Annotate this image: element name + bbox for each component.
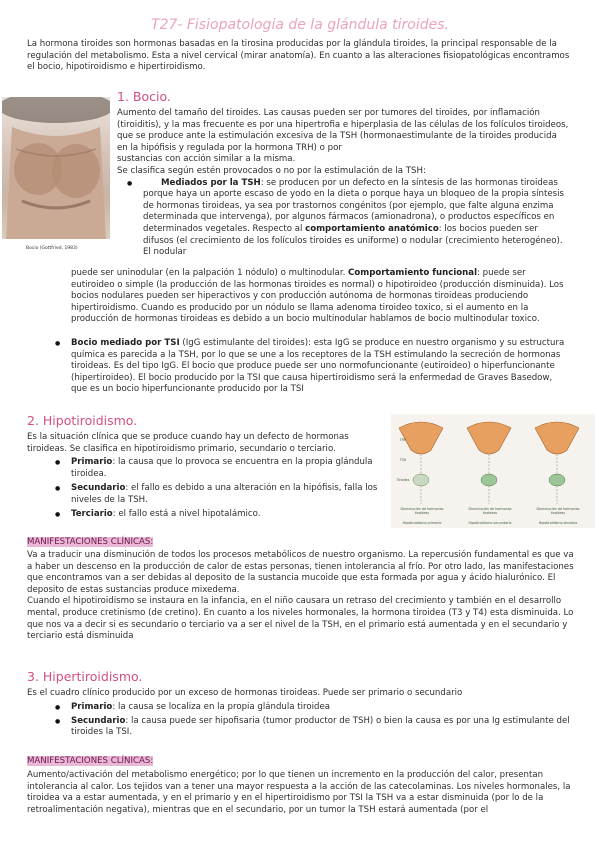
diagram-caption-3: Disminución de hormonas tiroideas bbox=[536, 507, 580, 515]
goiter-photo bbox=[2, 97, 110, 239]
section-heading-hipertiroidismo: 3. Hipertiroidismo. bbox=[27, 669, 143, 684]
bullet-bold-2: comportamiento anatómico bbox=[305, 223, 439, 234]
bullet-text: : la causa se localiza en la propia glándula tiroidea bbox=[112, 702, 331, 712]
bocio-bullet-tsi bbox=[71, 338, 569, 396]
bocio-cont-text: puede ser uninodular (en la palpación 1 nódulo) o multinodular. bbox=[71, 268, 346, 278]
bullet-text bbox=[117, 178, 569, 259]
bullet-bold: Terciario bbox=[71, 509, 113, 520]
bocio-block bbox=[117, 108, 569, 259]
diagram-panel-2 bbox=[467, 422, 511, 504]
bocio-bullet-tsh bbox=[143, 178, 569, 259]
hipo-manifestations-p2: Cuando el hipotiroidismo se instaura en la infancia, en el niño causara un retraso del crecimiento y también en el desarrollo mental, produce cretinismo (de cretino). En cuanto a los niveles hormonales, la hormona tiroidea (T3 y T4) esta disminuida. Lo que nos va a decir si es secundario o terciario va a ser el nivel de la TSH, en el primario está aumentada y en el secundario y terciario está disminuida bbox=[27, 596, 574, 642]
diagram-label-tiroides: Tiroides bbox=[396, 478, 410, 482]
bocio-continuation bbox=[71, 268, 569, 326]
hiper-manifestations-label bbox=[27, 756, 153, 768]
bocio-cont-text-2: : puede ser eutiroideo o simple (la producción de las hormonas tiroides es normal) o hipotiroideo (producción disminuida). Los bocios nodulares pueden ser hiperactivos y con producción autónoma de hormonas tiroideas produciendo hipertiroidismo. Cuando es producido por un nódulo se llama adenoma tiroideo toxico, si el aumento en la producción de hormonas tiroideas es debido a un bocio multinodular hablamos de bocio multinodular toxico. bbox=[71, 268, 564, 325]
hipo-bullet-primario bbox=[71, 457, 391, 480]
diagram-label-tsh: TSH bbox=[399, 458, 407, 462]
hiper-intro: Es el cuadro clínico producido por un exceso de hormonas tiroideas. Puede ser primario o secundario bbox=[27, 688, 463, 698]
hiper-bullet-secundario bbox=[71, 716, 571, 739]
intro-paragraph: La hormona tiroides son hormonas basadas en la tirosina producidas por la glándula tiroides, la principal responsable de la regulación del metabolismo. Esta a nivel cervical (mirar anatomía). En cuanto a las alteraciones fisiopatológicas encontramos el bocio, hipotiroidismo e hipertiroidismo. bbox=[27, 39, 570, 73]
page-title: T27- Fisiopatologia de la glándula tiroides. bbox=[151, 17, 449, 33]
hipo-bullets bbox=[71, 457, 391, 521]
bullet-text: : el fallo está a nivel hipotalámico. bbox=[112, 509, 261, 520]
hypothyroidism-diagram bbox=[391, 414, 595, 528]
diagram-caption-2: Disminución de hormonas tiroideas bbox=[468, 507, 512, 515]
hipo-intro: Es la situación clínica que se produce cuando hay un defecto de hormonas tiroideas. Se clasifica en hipotiroidismo primario, secundario o terciario. bbox=[27, 432, 349, 454]
highlight-label: MANIFESTACIONES CLÍNICAS: bbox=[27, 537, 154, 547]
bullet-text: : la causa que lo provoca se encuentra en la propia glándula tiroidea. bbox=[71, 457, 373, 479]
hiper-bullet-primario bbox=[71, 702, 571, 714]
bocio-paragraph-3: Se clasifica según estén provocados o no por la estimulación de la TSH: bbox=[117, 165, 426, 176]
hipo-bullet-terciario bbox=[71, 509, 391, 521]
hipo-bullet-secundario bbox=[71, 483, 391, 506]
bullet-bold: Secundario bbox=[71, 715, 126, 726]
bullet-bold: Mediados por la TSH bbox=[161, 177, 261, 188]
bullet-text: : el fallo es debido a una alteración en la hipófisis, falla los niveles de la TSH. bbox=[71, 483, 378, 505]
diagram-panel-3 bbox=[535, 422, 579, 504]
hiper-bullets bbox=[71, 702, 571, 739]
bullet-bold: Primario bbox=[71, 702, 113, 712]
bocio-paragraph-1: Aumento del tamaño del tiroides. Las causas pueden ser por tumores del tiroides, por inflamación (tiroiditis), y la mas frecuente es por una hipertrofia e hiperplasia de las células de los folículos tiroideos, que se produce ante la estimulación excesiva de la TSH (hormonaestimulante de la tiroides producida en la hipófisis y regulada por la hormona TRH) o por bbox=[117, 108, 569, 153]
bocio-cont-bold: Comportamiento funcional bbox=[348, 268, 478, 278]
hipo-manifestations-label bbox=[27, 537, 153, 549]
highlight-label: MANIFESTACIONES CLÍNICAS: bbox=[27, 756, 154, 766]
hiper-manifestations: Aumento/activación del metabolismo energético; por lo que tienen un incremento en la producción del calor, presentan intolerancia al calor. Los tejidos van a tener una mayor respuesta a la acción de las catecolaminas. Los niveles hormonales, la tiroidea va a estar aumentada, y en el primario y en el hipertiroidismo por TSI la TSH va a estar disminuida (por lo de la retroalimentación negativa), mientras que en el secundario, por un tumor la TSH estará aumentada (por el bbox=[27, 770, 571, 815]
bullet-text-2: : los bocios pueden ser difusos (el crecimiento de los folículos tiroides es uniforme) o nodular (crecimiento heterogéneo). El nodular bbox=[143, 223, 563, 258]
bullet-text: : la causa puede ser hipofisaria (tumor productor de TSH) o bien la causa es por una Ig estimulante del tiroides la TSI. bbox=[71, 715, 570, 738]
bullet-text-1: : se producen por un defecto en la síntesis de las hormonas tiroideas porque haya un aporte escaso de yodo en la dieta o porque haya un bloqueo de la propia síntesis de hormonas tiroideas, ya sea por trastornos congénitos (por ejemplo, que falte alguna enzima determinada que intervenga), por algunos fármacos (amionadrona), o productos específicos en determinados vegetales. Respecto al bbox=[143, 177, 564, 234]
hipo-manifestations-p1: Va a traducir una disminución de todos los procesos metabólicos de nuestro organismo. La repercusión fundamental es que va a haber un descenso en la producción de calor de estas personas, tienen intolerancia al frío. Por otro lado, las manifestaciones que encontramos van a ser debidas al deposito de la sustancia mucoide que esta formada por agua y ácido hialurónico. El deposito de estas sustancias produce mixedema. bbox=[27, 550, 574, 595]
bullet-bold: Bocio mediado por TSI bbox=[71, 338, 180, 348]
diagram-footer-2: Hipotiroidismo secundario bbox=[468, 521, 512, 525]
hipo-manifestations bbox=[27, 550, 575, 643]
diagram-panel-1 bbox=[399, 422, 443, 504]
diagram-footer-1: Hipotiroidismo primario bbox=[402, 521, 442, 525]
bullet-text: (IgG estimulante del tiroides): esta IgG se produce en nuestro organismo y su estructura química es parecida a la TSH, por lo que se une a los receptores de la TSH estimulando la secreción de hormonas tiroideas. Es del tipo IgG. El bocio que produce puede ser uno normofuncionante (eutiroideo) o hiperfuncionante (hipertiroideo). El bocio producido por la TSI que causa hipertiroidismo será la enfermedad de Graves Basedow, que es un bocio hiperfuncionante producido por la TSI bbox=[71, 338, 565, 395]
photo-caption: Bocio (Gottfried, 1983) bbox=[26, 246, 78, 251]
bullet-bold: Primario bbox=[71, 457, 113, 467]
diagram-footer-3: Hipotiroidismo terciario bbox=[538, 521, 578, 525]
diagram-caption-1: Disminución de hormonas tiroideas bbox=[400, 507, 444, 515]
bullet-bold: Secundario bbox=[71, 483, 126, 494]
section-heading-bocio: 1. Bocio. bbox=[117, 89, 171, 104]
diagram-label-trh: TRH bbox=[399, 438, 407, 442]
section-heading-hipotiroidismo: 2. Hipotiroidismo. bbox=[27, 413, 138, 428]
bocio-paragraph-2: sustancias con acción similar a la misma. bbox=[117, 154, 296, 165]
